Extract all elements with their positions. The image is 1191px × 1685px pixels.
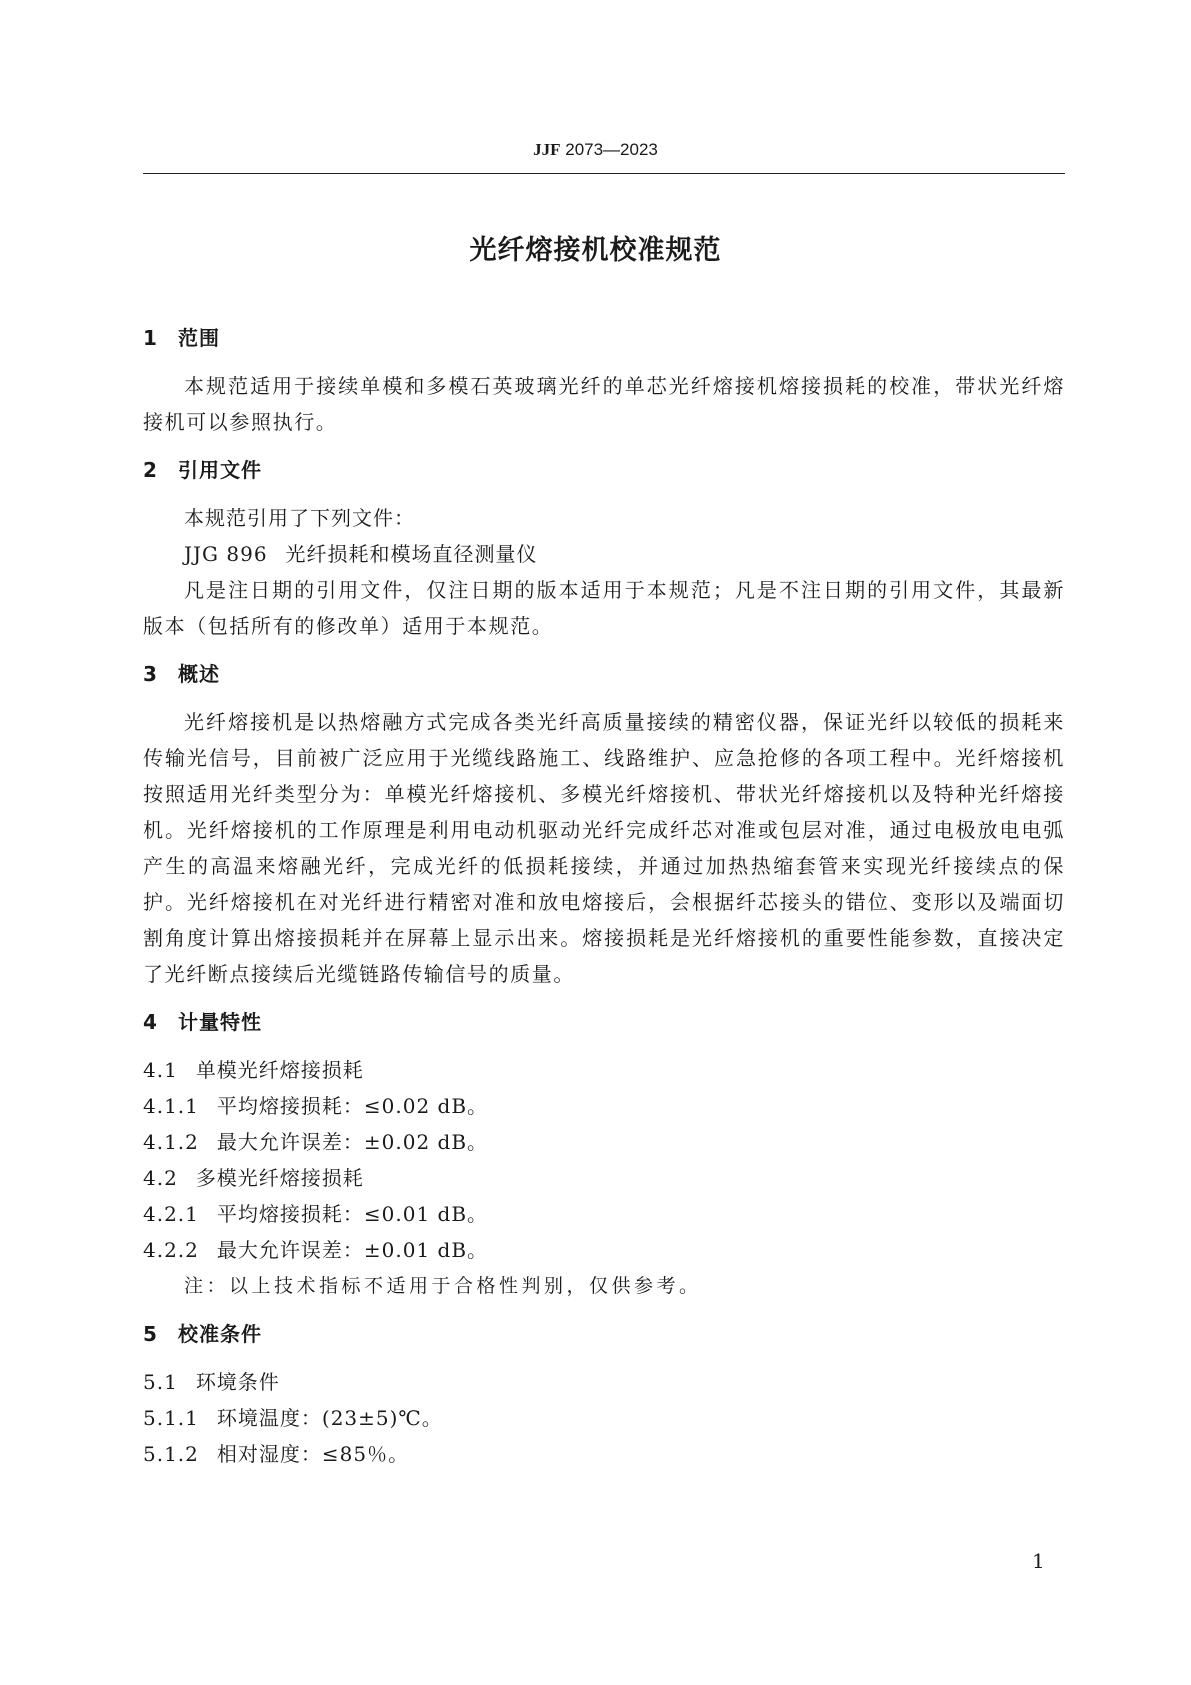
page-number: 1 (1032, 1549, 1045, 1573)
clause-text: 平均熔接损耗：≤0.02 dB。 (216, 1094, 489, 1118)
note: 注：以上技术指标不适用于合格性判别，仅供参考。 (184, 1275, 702, 1297)
clause-text: 最大允许误差：±0.01 dB。 (216, 1238, 489, 1262)
clause-text: 相对湿度：≤85％。 (216, 1442, 410, 1466)
clause-item (143, 1400, 1065, 1436)
clause-item (143, 1364, 1065, 1400)
reference-code: JJG 896 (184, 542, 268, 566)
clause-number: 4.1 (143, 1058, 178, 1082)
paragraph: 本规范引用了下列文件： (184, 506, 415, 530)
clause-number: 5.1.2 (143, 1442, 199, 1466)
clause-text: 平均熔接损耗：≤0.01 dB。 (216, 1202, 489, 1226)
section-number: 2 (143, 458, 158, 482)
clause-item (143, 1436, 1065, 1472)
document-code-prefix: JJF (533, 140, 561, 159)
clause-item (143, 1196, 1065, 1232)
clause-item (143, 1088, 1065, 1124)
section-heading-1 (143, 320, 1065, 356)
clause-number: 5.1.1 (143, 1406, 199, 1430)
section-heading-5 (143, 1316, 1065, 1352)
section-title: 概述 (178, 662, 220, 686)
clause-number: 4.1.1 (143, 1094, 199, 1118)
section-title: 校准条件 (178, 1322, 262, 1346)
document-body (143, 320, 1065, 1472)
document-code (0, 140, 1191, 160)
header-rule (143, 173, 1065, 174)
clause-number: 4.1.2 (143, 1130, 199, 1154)
page-title: 光纤熔接机校准规范 (469, 235, 722, 266)
section-heading-4 (143, 1004, 1065, 1040)
clause-item (143, 1232, 1065, 1268)
section-heading-2 (143, 452, 1065, 488)
section-title: 引用文件 (178, 458, 262, 482)
clause-text: 多模光纤熔接损耗 (195, 1166, 364, 1190)
document-code-number: 2073—2023 (565, 140, 658, 159)
clause-item (143, 1052, 1065, 1088)
clause-text: 环境温度：(23±5)℃。 (216, 1406, 443, 1430)
clause-item (143, 1160, 1065, 1196)
clause-text: 单模光纤熔接损耗 (195, 1058, 364, 1082)
clause-number: 5.1 (143, 1370, 178, 1394)
clause-number: 4.2.1 (143, 1202, 199, 1226)
section-heading-3 (143, 656, 1065, 692)
section-title: 范围 (178, 326, 220, 350)
section-number: 1 (143, 326, 158, 350)
section-number: 3 (143, 662, 158, 686)
clause-text: 最大允许误差：±0.02 dB。 (216, 1130, 489, 1154)
reference-title: 光纤损耗和模场直径测量仪 (285, 542, 538, 566)
section-title: 计量特性 (178, 1010, 262, 1034)
clause-number: 4.2.2 (143, 1238, 199, 1262)
clause-number: 4.2 (143, 1166, 178, 1190)
reference-item (143, 536, 1065, 572)
paragraph: 凡是注日期的引用文件，仅注日期的版本适用于本规范；凡是不注日期的引用文件，其最新版本（包括所有的修改单）适用于本规范。 (143, 578, 1065, 638)
paragraph: 光纤熔接机是以热熔融方式完成各类光纤高质量接续的精密仪器，保证光纤以较低的损耗来传输光信号，目前被广泛应用于光缆线路施工、线路维护、应急抢修的各项工程中。光纤熔接机按照适用光纤类型分为：单模光纤熔接机、多模光纤熔接机、带状光纤熔接机以及特种光纤熔接机。光纤熔接机的工作原理是利用电动机驱动光纤完成纤芯对准或包层对准，通过电极放电电弧产生的高温来熔融光纤，完成光纤的低损耗接续，并通过加热热缩套管来实现光纤接续点的保护。光纤熔接机在对光纤进行精密对准和放电熔接后，会根据纤芯接头的错位、变形以及端面切割角度计算出熔接损耗并在屏幕上显示出来。熔接损耗是光纤熔接机的重要性能参数，直接决定了光纤断点接续后光缆链路传输信号的质量。 (143, 710, 1065, 986)
clause-item (143, 1124, 1065, 1160)
section-number: 5 (143, 1322, 158, 1346)
paragraph: 本规范适用于接续单模和多模石英玻璃光纤的单芯光纤熔接机熔接损耗的校准，带状光纤熔接机可以参照执行。 (143, 374, 1065, 434)
clause-text: 环境条件 (195, 1370, 280, 1394)
section-number: 4 (143, 1010, 158, 1034)
